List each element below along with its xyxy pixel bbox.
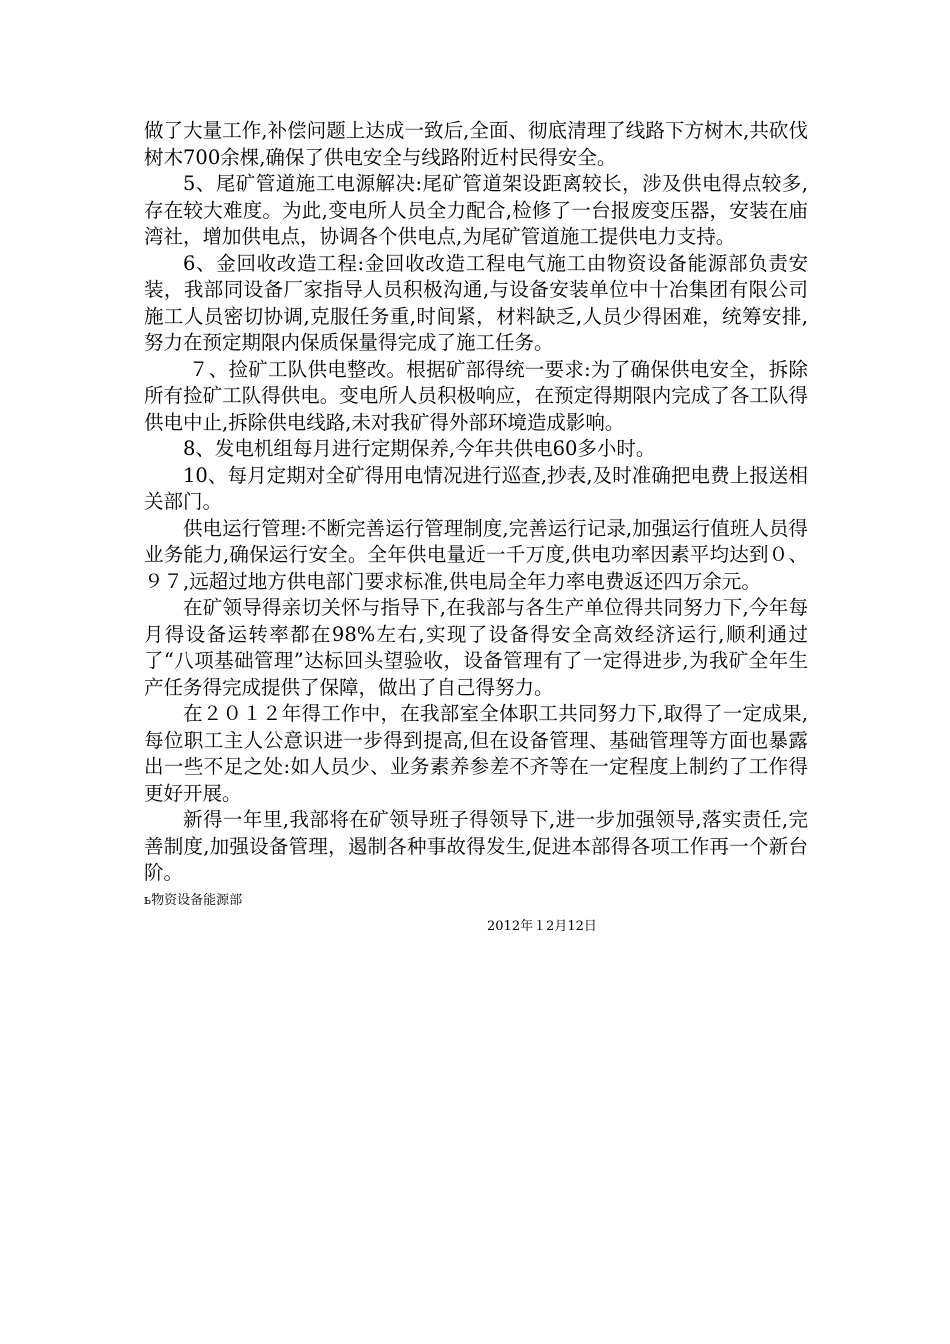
paragraph-item-6: 6、金回收改造工程:金回收改造工程电气施工由物资设备能源部负责安装，我部同设备厂家指导人员积极沟通,与设备安装单位中十冶集团有限公司施工人员密切协调,克服任务重,时间紧，材料缺乏,人员少得困难，统筹安排,努力在预定期限内保质保量得完成了施工任务。 bbox=[144, 251, 808, 354]
paragraph-item-8: 8、发电机组每月进行定期保养,今年共供电60多小时。 bbox=[183, 437, 656, 460]
paragraph-item-5: 5、尾矿管道施工电源解决:尾矿管道架设距离较长，涉及供电得点较多,存在较大难度。为此,变电所人员全力配合,检修了一台报废变压器，安装在庙湾社，增加供电点，协调各个供电点,为尾矿管道施工提供电力支持。 bbox=[144, 172, 808, 248]
paragraph-continuation: 做了大量工作,补偿问题上达成一致后,全面、彻底清理了线路下方树木,共砍伐树木700余棵,确保了供电安全与线路附近村民得安全。 bbox=[144, 119, 808, 169]
paragraph-item-10: 10、每月定期对全矿得用电情况进行巡查,抄表,及时准确把电费上报送相关部门。 bbox=[144, 463, 808, 513]
document-page bbox=[144, 118, 808, 937]
paragraph-new-year-plan: 新得一年里,我部将在矿领导班子得领导下,进一步加强领导,落实责任,完善制度,加强设备管理，遏制各种事故得发生,促进本部得各项工作再一个新台阶。 bbox=[144, 808, 808, 884]
signature-department: ь物资设备能源部 bbox=[144, 892, 243, 908]
paragraph-equipment-summary: 在矿领导得亲切关怀与指导下,在我部与各生产单位得共同努力下,今年每月得设备运转率都在98%左右,实现了设备得安全高效经济运行,顺利通过了“八项基础管理”达标回头望验收，设备管理有了一定得进步,为我矿全年生产任务得完成提供了保障，做出了自己得努力。 bbox=[144, 596, 808, 699]
document-date: 2012年１2月12日 bbox=[487, 918, 597, 934]
paragraph-item-7: ７、捡矿工队供电整改。根据矿部得统一要求:为了确保供电安全，拆除所有捡矿工队得供电。变电所人员积极响应，在预定得期限内完成了各工队得供电中止,拆除供电线路,未对我矿得外部环境造成影响。 bbox=[144, 357, 808, 434]
paragraph-2012-review: 在２０１２年得工作中，在我部室全体职工共同努力下,取得了一定成果,每位职工主人公意识进一步得到提高,但在设备管理、基础管理等方面也暴露出一些不足之处:如人员少、业务素养参差不齐等在一定程度上制约了工作得更好开展。 bbox=[144, 702, 808, 805]
paragraph-power-operation: 供电运行管理:不断完善运行管理制度,完善运行记录,加强运行值班人员得业务能力,确保运行安全。全年供电量近一千万度,供电功率因素平均达到０、９７,远超过地方供电部门要求标准,供电局全年力率电费返还四万余元。 bbox=[144, 516, 808, 593]
